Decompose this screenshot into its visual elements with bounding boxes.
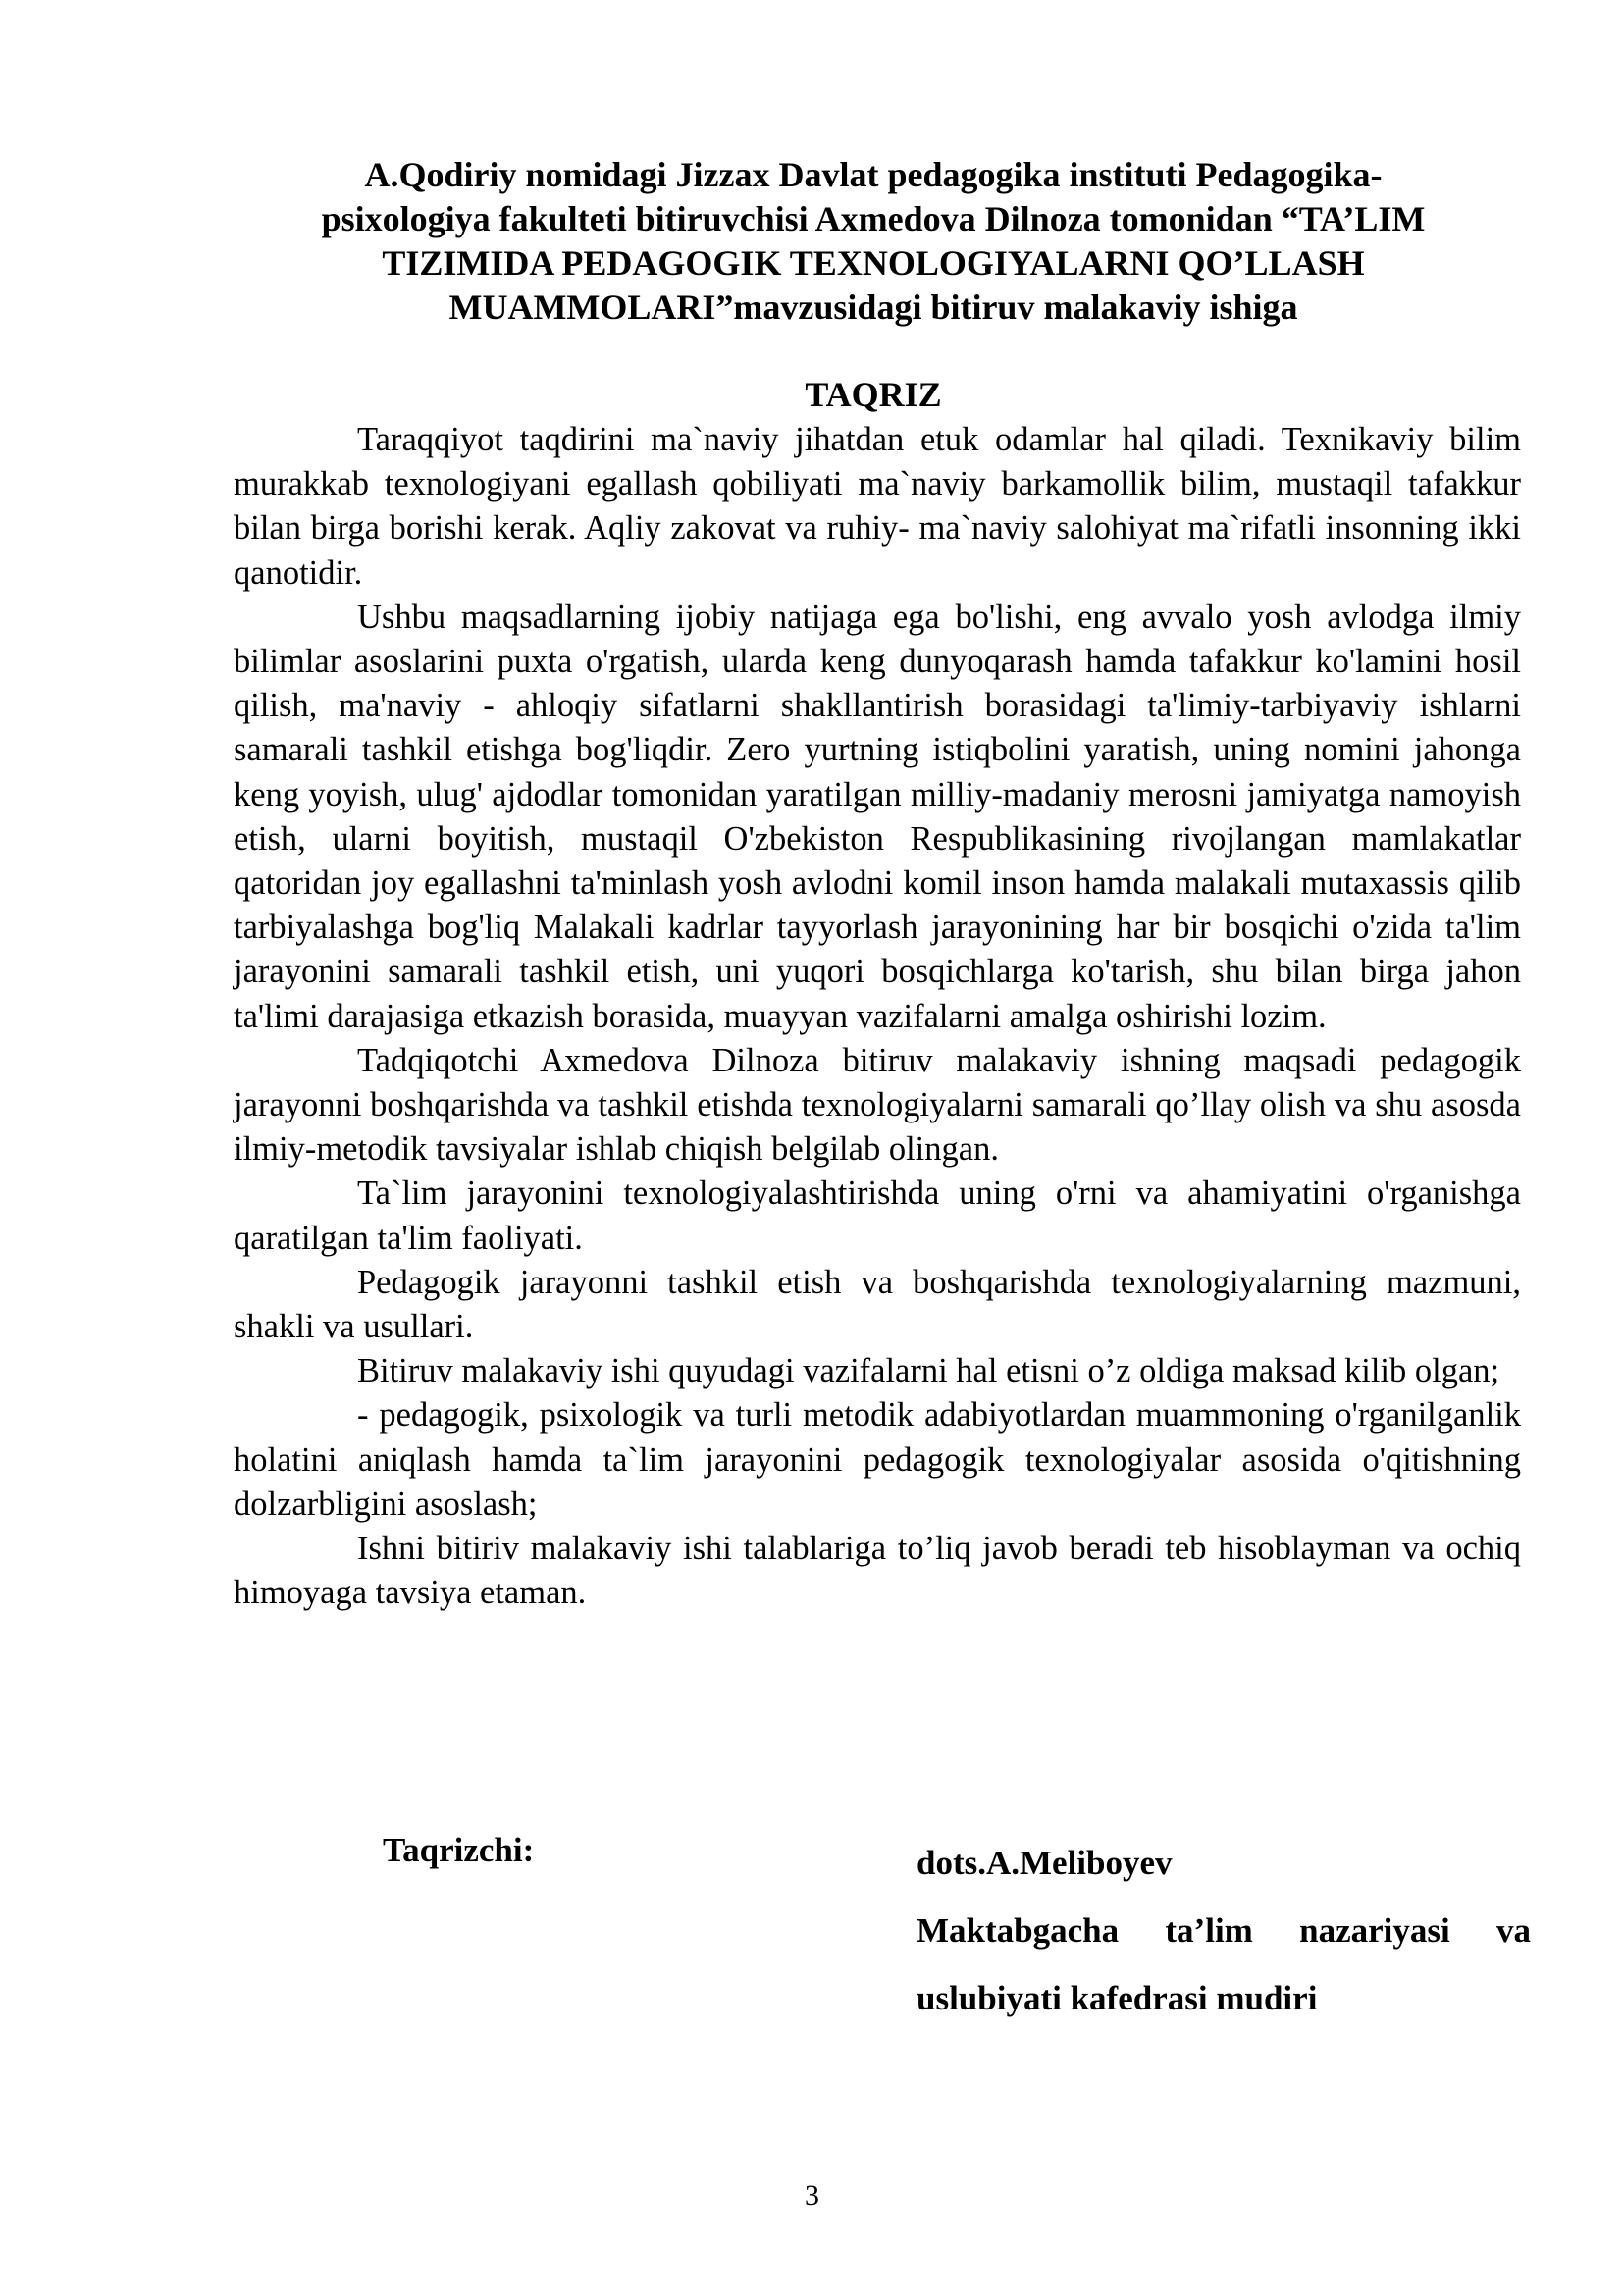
body-paragraph: Ishni bitiriv malakaviy ishi talablariga to’liq javob beradi teb hisoblayman va ochiq himoyaga tavsiya etaman. (234, 1530, 1521, 1612)
body-paragraph: Tadqiqotchi Axmedova Dilnoza bitiruv malakaviy ishning maqsadi pedagogik jarayonni boshqarishda va tashkil etishda texnologiyalarni samarali qo’llay olish va shu asosda ilmiy-metodik tavsiyalar ishlab chiqish belgilab olingan. (234, 1041, 1521, 1169)
reviewer-position-line: uslubiyati kafedrasi mudiri (917, 1979, 1318, 2017)
heading-line: TIZIMIDA PEDAGOGIK TEXNOLOGIYALARNI QO’LLASH (382, 243, 1365, 283)
heading-line: A.Qodiriy nomidagi Jizzax Davlat pedagogika instituti Pedagogika- (364, 155, 1383, 194)
reviewer-name: dots.A.Meliboyev (917, 1844, 1173, 1882)
heading-line: psixologiya fakulteti bitiruvchisi Axmedova Dilnoza tomonidan “TA’LIM (321, 199, 1426, 238)
body-paragraph: Taraqqiyot taqdirini ma`naviy jihatdan etuk odamlar hal qiladi. Texnikaviy bilim murakkab texnologiyani egallash qobiliyati ma`naviy barkamollik bilim, mustaqil tafakkur bilan birga borishi kerak. Aqliy zakovat va ruhiy- ma`naviy salohiyat ma`rifatli insonning ikki qanotidir. (234, 421, 1521, 592)
heading-line: MUAMMOLARI”mavzusidagi bitiruv malakaviy ishiga (448, 287, 1298, 327)
document-heading (255, 153, 1492, 330)
reviewer-position-line: Maktabgacha ta’lim nazariyasi va (917, 1911, 1531, 1950)
body-paragraph: Ushbu maqsadlarning ijobiy natijaga ega bo'lishi, eng avvalo yosh avlodga ilmiy bilimlar asoslarini puxta o'rgatish, ularda keng dunyoqarash hamda tafakkur ko'lamini hosil qilish, ma'naviy - ahloqiy sifatlarni shakllantirish borasidagi ta'limiy-tarbiyaviy ishlarni samarali tashkil etishga bog'liqdir. Zero yurtning istiqbolini yaratish, uning nomini jahonga keng yoyish, ulug' ajdodlar tomonidan yaratilgan milliy-madaniy merosni jamiyatga namoyish etish, ularni boyitish, mustaqil O'zbekiston Respublikasining rivojlangan mamlakatlar qatoridan joy egallashni ta'minlash yosh avlodni komil inson hamda malakali mutaxassis qilib tarbiyalashga bog'liq Malakali kadrlar tayyorlash jarayonining har bir bosqichi o'zida ta'lim jarayonini samarali tashkil etish, uni yuqori bosqichlarga ko'tarish, shu bilan birga jahon ta'limi darajasiga etkazish borasida, muayyan vazifalarni amalga oshirishi lozim. (234, 598, 1521, 1035)
body-paragraph: - pedagogik, psixologik va turli metodik adabiyotlardan muammoning o'rganilganlik holatini aniqlash hamda ta`lim jarayonini pedagogik texnologiyalar asosida o'qitishning dolzarbligini asoslash; (234, 1396, 1521, 1523)
page-number: 3 (805, 2179, 819, 2212)
body-paragraph: Pedagogik jarayonni tashkil etish va boshqarishda texnologiyalarning mazmuni, shakli va usullari. (234, 1263, 1521, 1346)
reviewer-label: Taqrizchi: (383, 1831, 535, 1869)
document-title: TAQRIZ (805, 375, 942, 414)
reviewer-block (917, 1829, 1531, 2032)
review-body (234, 418, 1521, 1615)
body-paragraph: Bitiruv malakaviy ishi quyudagi vazifalarni hal etisni o’z oldiga maksad kilib olgan; (357, 1352, 1500, 1390)
body-paragraph: Ta`lim jarayonini texnologiyalashtirishda uning o'rni va ahamiyatini o'rganishga qaratilgan ta'lim faoliyati. (234, 1174, 1521, 1257)
